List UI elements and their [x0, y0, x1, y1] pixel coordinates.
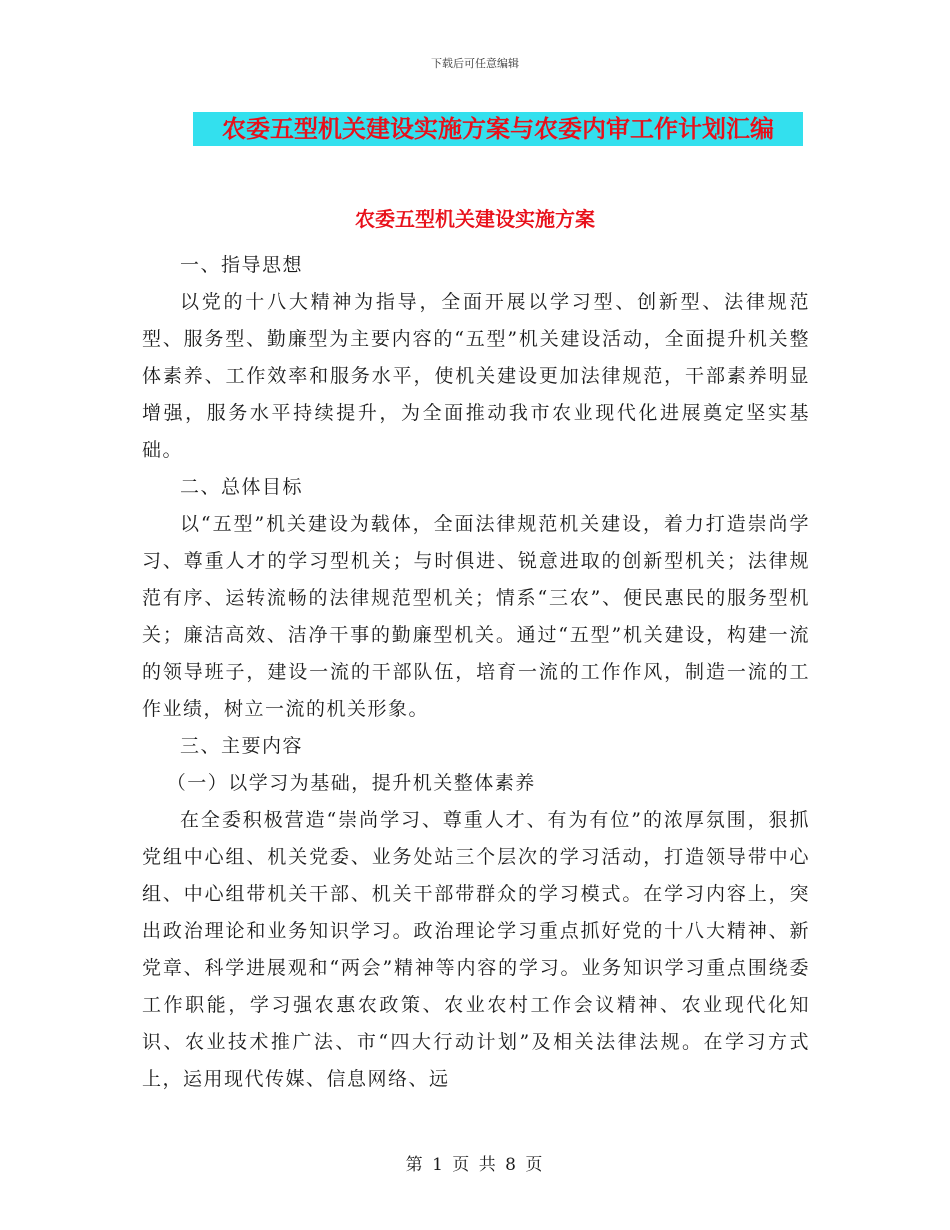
- paragraph-guiding-ideology: 以党的十八大精神为指导，全面开展以学习型、创新型、法律规范型、服务型、勤廉型为主要内容的“五型”机关建设活动，全面提升机关整体素养、工作效率和服务水平，使机关建设更加法律规范，干部素养明显增强，服务水平持续提升，为全面推动我市农业现代化进展奠定坚实基础。: [142, 291, 810, 461]
- heading-main-content: 三、主要内容: [180, 735, 304, 757]
- document-body: [142, 247, 810, 1098]
- heading-overall-goal: 二、总体目标: [180, 476, 304, 498]
- page-number-footer: 第 1 页 共 8 页: [405, 1155, 545, 1175]
- section-title: 农委五型机关建设实施方案: [355, 207, 595, 231]
- paragraph-learning-foundation: 在全委积极营造“崇尚学习、尊重人才、有为有位”的浓厚氛围，狠抓党组中心组、机关党委、业务处站三个层次的学习活动，打造领导带中心组、中心组带机关干部、机关干部带群众的学习模式。在学习内容上，突出政治理论和业务知识学习。政治理论学习重点抓好党的十八大精神、新党章、科学进展观和“两会”精神等内容的学习。业务知识学习重点围绕委工作职能，学习强农惠农政策、农业农村工作会议精神、农业现代化知识、农业技术推广法、市“四大行动计划”及相关法律法规。在学习方式上，运用现代传媒、信息网络、远: [142, 809, 810, 1090]
- heading-guiding-ideology: 一、指导思想: [180, 254, 304, 276]
- subheading-learning-foundation: （一）以学习为基础，提升机关整体素养: [166, 772, 536, 794]
- page-header-note: 下载后可任意编辑: [431, 57, 519, 70]
- document-main-title: 农委五型机关建设实施方案与农委内审工作计划汇编: [222, 115, 774, 143]
- main-title-highlight: [193, 112, 803, 146]
- paragraph-overall-goal: 以“五型”机关建设为载体，全面法律规范机关建设，着力打造崇尚学习、尊重人才的学习型机关；与时俱进、锐意进取的创新型机关；法律规范有序、运转流畅的法律规范型机关；情系“三农”、便民惠民的服务型机关；廉洁高效、洁净干事的勤廉型机关。通过“五型”机关建设，构建一流的领导班子，建设一流的干部队伍，培育一流的工作作风，制造一流的工作业绩，树立一流的机关形象。: [142, 513, 810, 720]
